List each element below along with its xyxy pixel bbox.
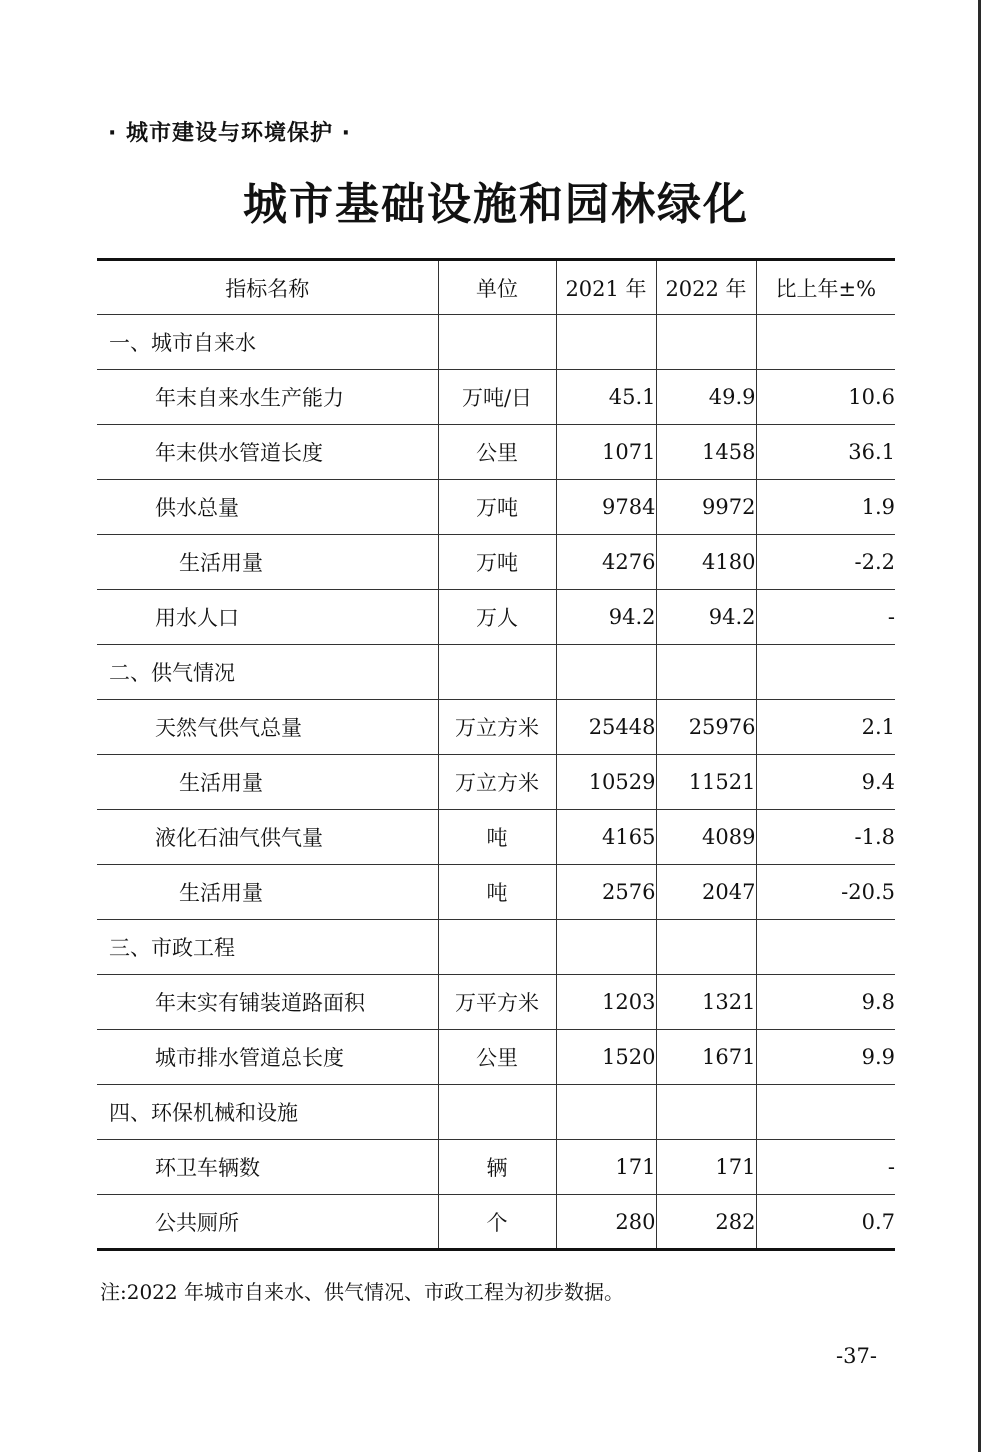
indicator-unit: 公里 <box>438 425 556 480</box>
value-2021 <box>556 920 656 975</box>
value-2022: 9972 <box>656 480 756 535</box>
indicator-name: 环卫车辆数 <box>97 1140 438 1195</box>
indicator-unit: 万平方米 <box>438 975 556 1030</box>
value-2022: 94.2 <box>656 590 756 645</box>
value-2021: 1520 <box>556 1030 656 1085</box>
value-change: -2.2 <box>756 535 895 590</box>
page-title: 城市基础设施和园林绿化 <box>243 179 749 230</box>
indicator-name: 城市排水管道总长度 <box>97 1030 438 1085</box>
value-2021: 9784 <box>556 480 656 535</box>
header-indicator-name: 指标名称 <box>97 260 438 315</box>
table-row <box>97 1030 895 1085</box>
header-year-2021: 2021 年 <box>556 260 656 315</box>
value-change <box>756 1085 895 1140</box>
indicator-name: 年末实有铺装道路面积 <box>97 975 438 1030</box>
table-row <box>97 865 895 920</box>
value-change: -20.5 <box>756 865 895 920</box>
table-row <box>97 590 895 645</box>
value-2021: 4165 <box>556 810 656 865</box>
indicator-name: 液化石油气供气量 <box>97 810 438 865</box>
page-number: -37- <box>836 1344 877 1368</box>
table-row <box>97 370 895 425</box>
value-change <box>756 315 895 370</box>
table-row <box>97 700 895 755</box>
indicator-unit: 万吨 <box>438 480 556 535</box>
value-2021: 1203 <box>556 975 656 1030</box>
indicator-unit <box>438 920 556 975</box>
header-unit: 单位 <box>438 260 556 315</box>
value-2021: 94.2 <box>556 590 656 645</box>
value-change: 9.4 <box>756 755 895 810</box>
value-2022: 4180 <box>656 535 756 590</box>
value-change: 36.1 <box>756 425 895 480</box>
table-row <box>97 535 895 590</box>
value-change: - <box>756 590 895 645</box>
indicator-name: 三、市政工程 <box>97 920 438 975</box>
value-2022 <box>656 920 756 975</box>
indicator-unit: 万吨 <box>438 535 556 590</box>
indicator-name: 天然气供气总量 <box>97 700 438 755</box>
indicator-unit: 万立方米 <box>438 700 556 755</box>
indicator-name: 四、环保机械和设施 <box>97 1085 438 1140</box>
indicator-name: 年末供水管道长度 <box>97 425 438 480</box>
value-2021: 25448 <box>556 700 656 755</box>
indicator-unit: 辆 <box>438 1140 556 1195</box>
value-change: - <box>756 1140 895 1195</box>
value-2022: 4089 <box>656 810 756 865</box>
value-change: 9.8 <box>756 975 895 1030</box>
value-2021 <box>556 645 656 700</box>
indicator-unit: 吨 <box>438 810 556 865</box>
table-row <box>97 755 895 810</box>
indicator-name: 生活用量 <box>97 865 438 920</box>
value-2022: 1458 <box>656 425 756 480</box>
indicator-name: 一、城市自来水 <box>97 315 438 370</box>
statistics-table <box>97 258 895 1251</box>
table-row <box>97 480 895 535</box>
value-2021: 171 <box>556 1140 656 1195</box>
indicator-unit: 万人 <box>438 590 556 645</box>
table-row-category <box>97 645 895 700</box>
indicator-name: 生活用量 <box>97 755 438 810</box>
value-2022 <box>656 315 756 370</box>
indicator-name: 供水总量 <box>97 480 438 535</box>
indicator-unit: 万吨/日 <box>438 370 556 425</box>
value-2022: 25976 <box>656 700 756 755</box>
value-2021: 280 <box>556 1195 656 1250</box>
value-2021: 45.1 <box>556 370 656 425</box>
indicator-unit <box>438 315 556 370</box>
table-row-category <box>97 1085 895 1140</box>
value-change <box>756 645 895 700</box>
value-2022: 171 <box>656 1140 756 1195</box>
indicator-unit: 吨 <box>438 865 556 920</box>
table-row <box>97 1195 895 1250</box>
footnote: 注:2022 年城市自来水、供气情况、市政工程为初步数据。 <box>100 1280 624 1304</box>
section-title: · 城市建设与环境保护 · <box>108 121 352 146</box>
table-row <box>97 1140 895 1195</box>
indicator-unit: 个 <box>438 1195 556 1250</box>
indicator-unit: 万立方米 <box>438 755 556 810</box>
value-change: 2.1 <box>756 700 895 755</box>
indicator-name: 用水人口 <box>97 590 438 645</box>
value-2022 <box>656 1085 756 1140</box>
table-row-category <box>97 920 895 975</box>
value-2021: 1071 <box>556 425 656 480</box>
indicator-name: 公共厕所 <box>97 1195 438 1250</box>
table-header-row <box>97 260 895 315</box>
value-2021: 2576 <box>556 865 656 920</box>
value-2022: 2047 <box>656 865 756 920</box>
value-2021: 10529 <box>556 755 656 810</box>
value-2022: 282 <box>656 1195 756 1250</box>
value-2022: 49.9 <box>656 370 756 425</box>
table-row-category <box>97 315 895 370</box>
value-change: 10.6 <box>756 370 895 425</box>
indicator-unit <box>438 645 556 700</box>
value-2022: 1671 <box>656 1030 756 1085</box>
table-row <box>97 975 895 1030</box>
header-change-percent: 比上年±% <box>756 260 895 315</box>
table-row <box>97 425 895 480</box>
indicator-name: 二、供气情况 <box>97 645 438 700</box>
value-change: 1.9 <box>756 480 895 535</box>
table-row <box>97 810 895 865</box>
indicator-name: 年末自来水生产能力 <box>97 370 438 425</box>
value-2022 <box>656 645 756 700</box>
indicator-unit: 公里 <box>438 1030 556 1085</box>
value-2021 <box>556 1085 656 1140</box>
indicator-name: 生活用量 <box>97 535 438 590</box>
header-year-2022: 2022 年 <box>656 260 756 315</box>
value-2021: 4276 <box>556 535 656 590</box>
value-2022: 1321 <box>656 975 756 1030</box>
value-2022: 11521 <box>656 755 756 810</box>
value-2021 <box>556 315 656 370</box>
value-change: 9.9 <box>756 1030 895 1085</box>
value-change: -1.8 <box>756 810 895 865</box>
value-change <box>756 920 895 975</box>
indicator-unit <box>438 1085 556 1140</box>
value-change: 0.7 <box>756 1195 895 1250</box>
